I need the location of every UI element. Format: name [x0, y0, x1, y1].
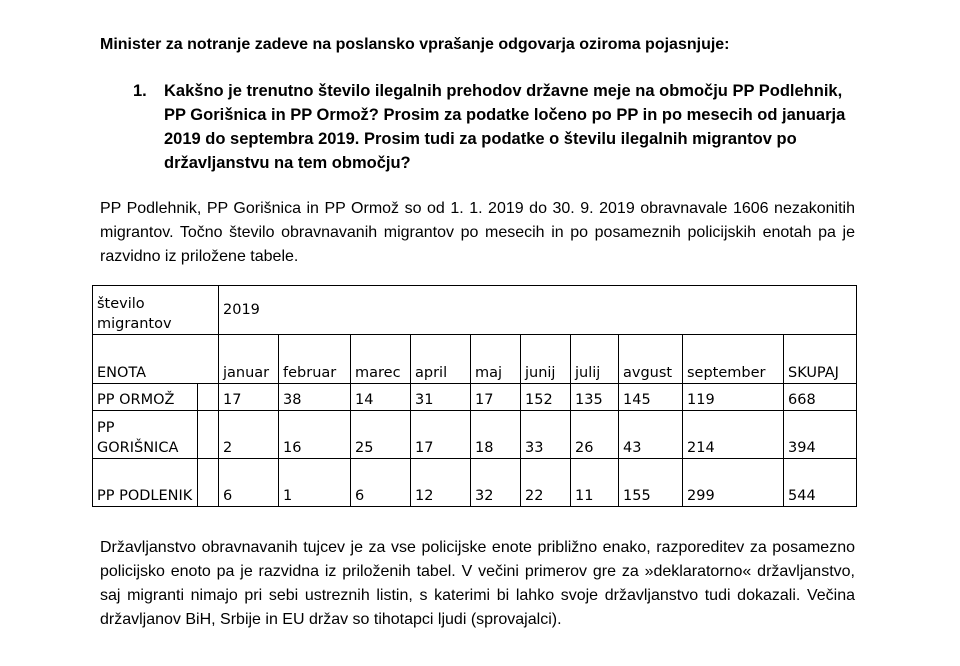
value-cell: 6	[219, 459, 279, 507]
value-cell: 214	[683, 411, 784, 459]
col-header-maj: maj	[471, 335, 521, 384]
question-number: 1.	[133, 82, 147, 100]
value-cell: 32	[471, 459, 521, 507]
value-cell: 17	[471, 384, 521, 411]
value-cell: 12	[411, 459, 471, 507]
value-cell: 17	[219, 384, 279, 411]
value-cell: 119	[683, 384, 784, 411]
col-header-julij: julij	[571, 335, 619, 384]
citizenship-paragraph: Državljanstvo obravnavanih tujcev je za vse policijske enote približno enako, razporeditev za posamezno policijsko enoto pa je razvidna iz priloženih tabel. V večini primerov gre za »deklaratorno« državljanstvo, saj migranti nimajo pri sebi ustreznih listin, s katerimi bi lahko svoje državljanstvo tudi dokazali. Večina državljanov BiH, Srbije in EU držav so tihotapci ljudi (sprovajalci).	[100, 539, 855, 628]
unit-cell: PP GORIŠNICA	[93, 411, 198, 459]
col-header-januar: januar	[219, 335, 279, 384]
col-header-junij: junij	[521, 335, 571, 384]
total-cell: 394	[784, 411, 857, 459]
value-cell: 25	[351, 411, 411, 459]
table-row	[93, 384, 857, 411]
value-cell: 152	[521, 384, 571, 411]
col-header-februar: februar	[279, 335, 351, 384]
value-cell: 43	[619, 411, 683, 459]
table-row	[93, 459, 857, 507]
total-cell: 544	[784, 459, 857, 507]
value-cell: 155	[619, 459, 683, 507]
col-header-marec: marec	[351, 335, 411, 384]
year-cell: 2019	[219, 286, 857, 335]
question-text: Kakšno je trenutno število ilegalnih prehodov državne meje na območju PP Podlehnik, PP Gorišnica in PP Ormož? Prosim za podatke ločeno po PP in po mesecih od januarja 2019 do septembra 2019. Prosim tudi za podatke o številu ilegalnih migrantov po državljanstvu na tem območju?	[164, 82, 846, 172]
corner-label-cell: število migrantov	[93, 286, 219, 335]
value-cell: 16	[279, 411, 351, 459]
value-cell: 6	[351, 459, 411, 507]
value-cell: 145	[619, 384, 683, 411]
spacer-cell	[198, 459, 219, 507]
total-cell: 668	[784, 384, 857, 411]
value-cell: 31	[411, 384, 471, 411]
answer-paragraph: PP Podlehnik, PP Gorišnica in PP Ormož so od 1. 1. 2019 do 30. 9. 2019 obravnavale 1606 nezakonitih migrantov. Točno število obravnavanih migrantov po mesecih in po posameznih policijskih enotah pa je razvidno iz priložene tabele.	[100, 200, 855, 265]
col-header-april: april	[411, 335, 471, 384]
unit-cell: PP ORMOŽ	[93, 384, 198, 411]
table-row-top	[93, 286, 857, 335]
table-row	[93, 411, 857, 459]
col-header-avgust: avgust	[619, 335, 683, 384]
migrants-table	[92, 285, 857, 507]
value-cell: 33	[521, 411, 571, 459]
col-header-september: september	[683, 335, 784, 384]
value-cell: 38	[279, 384, 351, 411]
spacer-cell	[198, 411, 219, 459]
spacer-cell	[198, 384, 219, 411]
value-cell: 11	[571, 459, 619, 507]
value-cell: 18	[471, 411, 521, 459]
question-block	[133, 79, 868, 175]
intro-heading: Minister za notranje zadeve na poslansko vprašanje odgovarja oziroma pojasnjuje:	[100, 36, 730, 53]
value-cell: 14	[351, 384, 411, 411]
table-header-row	[93, 335, 857, 384]
unit-cell: PP PODLENIK	[93, 459, 198, 507]
value-cell: 26	[571, 411, 619, 459]
value-cell: 299	[683, 459, 784, 507]
unit-header-cell: ENOTA	[93, 335, 219, 384]
value-cell: 2	[219, 411, 279, 459]
value-cell: 135	[571, 384, 619, 411]
col-header-skupaj: SKUPAJ	[784, 335, 857, 384]
value-cell: 1	[279, 459, 351, 507]
value-cell: 17	[411, 411, 471, 459]
value-cell: 22	[521, 459, 571, 507]
